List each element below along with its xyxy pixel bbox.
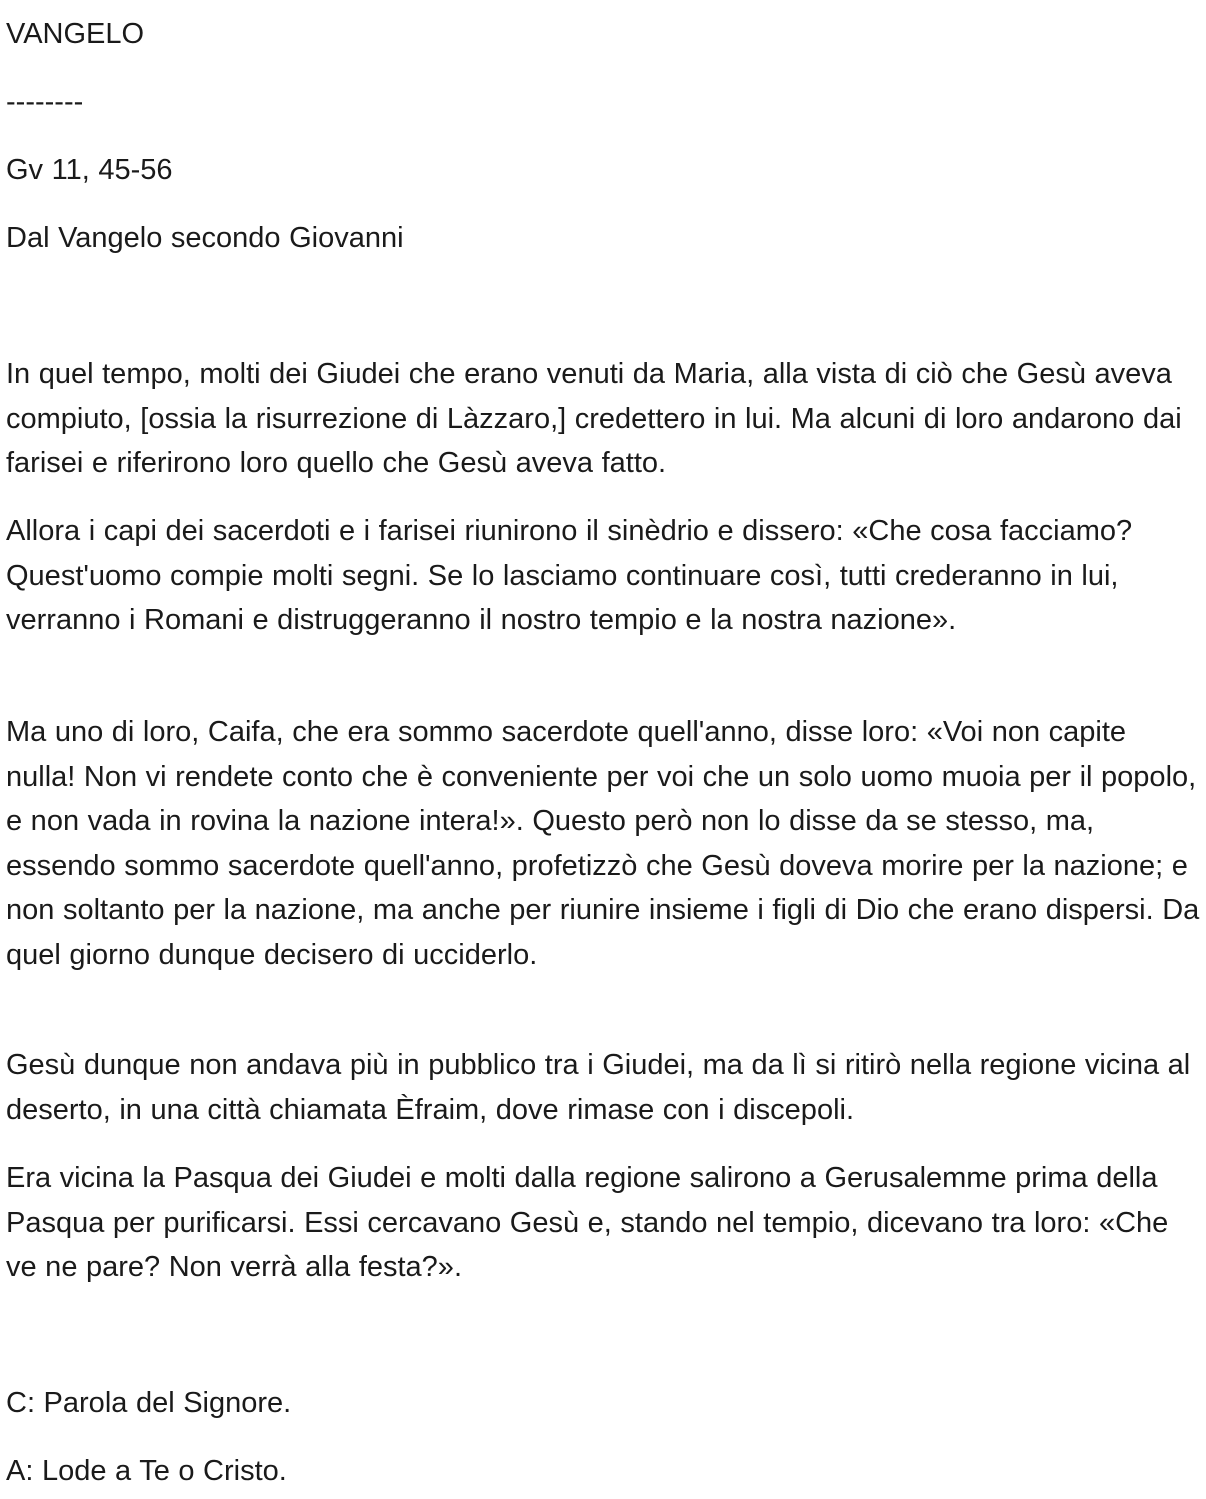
paragraph-5: Era vicina la Pasqua dei Giudei e molti dalla regione salirono a Gerusalemme prima della Pasqua per purificarsi. Essi cercavano Gesù e, stando nel tempio, dicevano tra loro: «Che ve ne pare? Non verrà alla festa?».: [6, 1162, 1169, 1283]
closing-assembly: A: Lode a Te o Cristo.: [6, 1455, 287, 1487]
source: Dal Vangelo secondo Giovanni: [6, 222, 404, 254]
closing-celebrant: C: Parola del Signore.: [6, 1387, 292, 1419]
paragraph-1: In quel tempo, molti dei Giudei che erano venuti da Maria, alla vista di ciò che Gesù aveva compiuto, [ossia la risurrezione di Làzzaro,] credettero in lui. Ma alcuni di loro andarono dai farisei e riferirono loro quello che Gesù aveva fatto.: [6, 358, 1182, 479]
paragraph-2: Allora i capi dei sacerdoti e i farisei riunirono il sinèdrio e dissero: «Che cosa facciamo? Quest'uomo compie molti segni. Se lo lasciamo continuare così, tutti crederanno in lui, verranno i Romani e distruggeranno il nostro tempio e la nostra nazione».: [6, 515, 1133, 636]
paragraph-4: Gesù dunque non andava più in pubblico tra i Giudei, ma da lì si ritirò nella regione vicina al deserto, in una città chiamata Èfraim, dove rimase con i discepoli.: [6, 1049, 1191, 1126]
heading: VANGELO: [6, 18, 145, 50]
paragraph-3: Ma uno di loro, Caifa, che era sommo sacerdote quell'anno, disse loro: «Voi non capite nulla! Non vi rendete conto che è conveniente per voi che un solo uomo muoia per il popolo, e non vada in rovina la nazione intera!». Questo però non lo disse da se stesso, ma, essendo sommo sacerdote quell'anno, profetizzò che Gesù doveva morire per la nazione; e non soltanto per la nazione, ma anche per riunire insieme i figli di Dio che erano dispersi. Da quel giorno dunque decisero di ucciderlo.: [6, 716, 1200, 971]
reference: Gv 11, 45-56: [6, 154, 173, 186]
separator: --------: [6, 86, 84, 118]
